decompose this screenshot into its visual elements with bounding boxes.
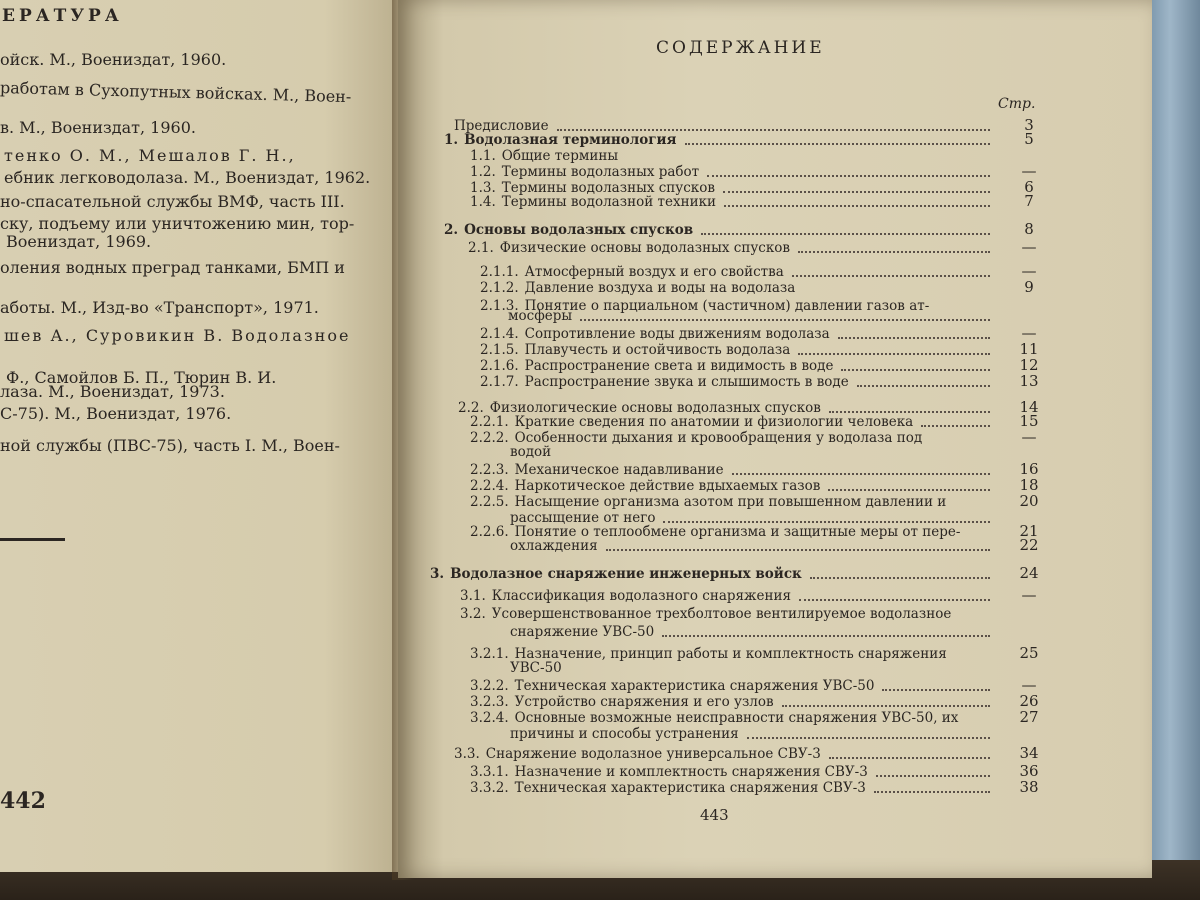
dot-leader [829,403,990,413]
toc-entry-page: — [1021,428,1037,446]
dot-leader [874,783,990,793]
toc-entry [480,326,998,342]
toc-entry-title: причины и способы устранения [510,726,739,742]
dot-leader [841,361,990,371]
toc-entry [460,606,951,622]
left-page-heading: ЕРАТУРА [2,6,123,26]
toc-entry [480,342,998,358]
dot-leader [747,729,990,739]
dot-leader [857,377,990,387]
dot-leader [782,697,990,707]
reference-line: аботы. М., Изд-во «Транспорт», 1971. [0,298,319,317]
toc-entry-page: 34 [1019,744,1039,762]
reference-line: оления водных преград танками, БМП и [0,258,345,277]
toc-entry-page: 18 [1019,476,1039,494]
reference-line: ной службы (ПВС-75), часть I. М., Воен- [0,436,340,455]
toc-entry [470,764,998,780]
toc-entry-page: — [1021,586,1037,604]
toc-entry-page: 36 [1019,762,1039,780]
toc-entry-page: 24 [1019,564,1039,582]
toc-entry-page: 5 [1024,130,1034,148]
dot-leader [662,627,990,637]
dot-leader [707,167,990,177]
toc-entry [480,264,998,280]
toc-entry-title: Атмосферный воздух и его свойства [524,264,784,280]
toc-entry-title: Классификация водолазного снаряжения [491,588,791,604]
toc-entry-number: 2.1.7. [480,374,519,390]
toc-entry-number: 2.1.3. [480,298,519,314]
toc-entry-number: 2.1. [468,240,494,256]
reference-line: тенко О. М., Мешалов Г. Н., [4,146,296,165]
toc-entry-number: 1. [444,132,459,148]
toc-entry [510,660,562,676]
toc-entry-title: Основные возможные неисправности снаряжения УВС-50, их [514,710,959,726]
dot-leader [882,681,990,691]
right-page [398,0,1152,878]
toc-entry-number: 2.1.5. [480,342,519,358]
dot-leader [701,225,990,235]
toc-entry-number: 2.2.3. [470,462,509,478]
left-page-number: 442 [0,788,46,814]
toc-entry-title: УВС-50 [510,660,562,676]
toc-entry [470,694,998,710]
toc-entry-title: Давление воздуха и воды на водолаза [524,280,796,296]
toc-entry-page: 27 [1019,708,1039,726]
blue-cloth-background [1150,0,1200,900]
dot-leader [685,135,991,145]
dot-leader [876,767,990,777]
toc-entry-title: Особенности дыхания и кровообращения у водолаза под [514,430,923,446]
toc-entry-number: 2.1.2. [480,280,519,296]
section-rule [0,538,65,541]
toc-entry-page: 22 [1019,536,1039,554]
toc-entry-page: — [1021,324,1037,342]
toc-entry-title: Краткие сведения по анатомии и физиологии человека [514,414,914,430]
toc-entry-page: 38 [1019,778,1039,796]
toc-entry-title: Сопротивление воды движениям водолаза [524,326,830,342]
page-column-label: Стр. [998,96,1036,112]
toc-entry-number: 3.2. [460,606,486,622]
dot-leader [606,541,990,551]
toc-entry [480,358,998,374]
contents-title: СОДЕРЖАНИЕ [656,38,825,58]
toc-entry-number: 1.2. [470,164,496,180]
toc-entry-number: 2.1.1. [480,264,519,280]
toc-entry-page: 26 [1019,692,1039,710]
toc-entry-page: 20 [1019,492,1039,510]
toc-entry [468,240,998,256]
toc-entry-number: 3.2.4. [470,710,509,726]
reference-line: ебник легководолаза. М., Воениздат, 1962. [4,168,371,187]
toc-entry [470,164,998,180]
reference-line: ску, подъему или уничтожению мин, тор- [0,214,355,233]
toc-entry-page: 7 [1024,192,1034,210]
dot-leader [921,417,990,427]
toc-entry [470,478,998,494]
toc-entry-page: 9 [1024,278,1034,296]
reference-line: но-спасательной службы ВМФ, часть III. [0,192,345,211]
toc-entry-page: 13 [1019,372,1039,390]
toc-entry [480,280,795,296]
toc-entry-number: 2.1.4. [480,326,519,342]
reference-line: шев А., Суровикин В. Водолазное [4,326,351,345]
toc-entry-title: Понятие о теплообмене организма и защитные меры от пере- [514,524,961,540]
toc-entry-title: охлаждения [510,538,598,554]
toc-entry-page: 11 [1019,340,1039,358]
dot-leader [829,749,990,759]
toc-entry-title: Назначение, принцип работы и комплектность снаряжения [514,646,947,662]
toc-entry-page: 8 [1024,220,1034,238]
dot-leader [663,513,990,523]
toc-entry-title: Снаряжение водолазное универсальное СВУ-3 [485,746,821,762]
toc-entry-page: — [1021,262,1037,280]
toc-entry-title: Техническая характеристика снаряжения СВУ-3 [514,780,866,796]
toc-entry-title: Механическое надавливание [514,462,724,478]
toc-entry-title: Водолазная терминология [464,132,677,148]
dot-leader [732,465,990,475]
toc-entry-number: 2.2.4. [470,478,509,494]
reference-line: в. М., Воениздат, 1960. [0,118,196,137]
toc-entry-page: 6 [1024,178,1034,196]
toc-entry-number: 3.1. [460,588,486,604]
toc-entry-number: 3.3. [454,746,480,762]
toc-entry-page: — [1021,676,1037,694]
toc-entry-title: Техническая характеристика снаряжения УВС-50 [514,678,875,694]
toc-entry [510,726,998,742]
toc-entry [480,374,998,390]
toc-entry-number: 2.2.6. [470,524,509,540]
dot-leader [580,311,990,321]
toc-entry-number: 2.1.6. [480,358,519,374]
toc-entry-title: Насыщение организма азотом при повышенном давлении и [514,494,947,510]
reference-line: Ф., Самойлов Б. П., Тюрин В. И. [6,368,277,387]
toc-entry-title: Водолазное снаряжение инженерных войск [450,566,802,582]
toc-entry-page: 21 [1019,522,1039,540]
dot-leader [723,183,990,193]
toc-entry-title: водой [510,444,552,460]
left-page [0,0,405,872]
dot-leader [798,243,990,253]
reference-line: С-75). М., Воениздат, 1976. [0,404,232,423]
toc-entry [470,194,998,210]
toc-entry-title: снаряжение УВС-50 [510,624,655,640]
toc-entry-number: 2.2.5. [470,494,509,510]
toc-entry-title: Термины водолазных работ [501,164,700,180]
toc-entry [470,148,618,164]
toc-entry-page: 16 [1019,460,1039,478]
toc-entry-number: 1.3. [470,180,496,196]
toc-entry-number: 2.2. [458,400,484,416]
toc-entry-page: — [1021,238,1037,256]
toc-entry-page: 15 [1019,412,1039,430]
toc-entry-number: 1.4. [470,194,496,210]
toc-entry-number: 2. [444,222,459,238]
right-page-number: 443 [700,806,729,824]
dot-leader [838,329,990,339]
dot-leader [798,345,990,355]
toc-entry-title: Физические основы водолазных спусков [499,240,791,256]
dot-leader [810,569,990,579]
toc-entry-title: Общие термины [501,148,619,164]
toc-entry-title: Физиологические основы водолазных спусков [489,400,821,416]
toc-entry-page: 12 [1019,356,1039,374]
toc-entry-title: Плавучесть и остойчивость водолаза [524,342,791,358]
toc-entry-number: 3. [430,566,445,582]
toc-entry-number: 1.1. [470,148,496,164]
toc-entry [508,308,998,324]
toc-entry-number: 2.2.2. [470,430,509,446]
toc-entry [454,746,998,762]
toc-entry-number: 2.2.1. [470,414,509,430]
toc-entry-number: 3.2.2. [470,678,509,694]
toc-entry-title: Наркотическое действие вдыхаемых газов [514,478,821,494]
toc-entry-number: 3.2.1. [470,646,509,662]
toc-entry-title: Распространение звука и слышимость в воде [524,374,849,390]
dot-leader [792,267,990,277]
toc-entry-number: 3.3.1. [470,764,509,780]
toc-entry [430,566,998,582]
toc-entry [510,538,998,554]
toc-entry-title: Основы водолазных спусков [464,222,694,238]
dot-leader [557,121,990,131]
toc-entry-page: 3 [1024,116,1034,134]
toc-entry-title: Предисловие [454,118,549,134]
toc-entry [470,414,998,430]
toc-entry-page: 25 [1019,644,1039,662]
dot-leader [828,481,990,491]
toc-entry [460,588,998,604]
toc-entry [444,132,998,148]
toc-entry-title: рассыщение от него [510,510,656,526]
toc-entry [470,710,958,726]
toc-entry [470,462,998,478]
toc-entry [470,780,998,796]
dot-leader [799,591,990,601]
toc-entry-title: Понятие о парциальном (частичном) давлении газов ат- [524,298,930,314]
reference-line: Воениздат, 1969. [6,232,152,251]
toc-entry-title: Назначение и комплектность снаряжения СВУ-3 [514,764,868,780]
toc-entry-title: Распространение света и видимость в воде [524,358,834,374]
toc-entry-number: 3.2.3. [470,694,509,710]
reference-line: ойск. М., Воениздат, 1960. [0,50,227,69]
toc-entry-page: 14 [1019,398,1039,416]
reference-line: работам в Сухопутных войсках. М., Воен- [0,78,352,107]
toc-entry [444,222,998,238]
toc-entry-page: — [1021,162,1037,180]
dot-leader [724,197,990,207]
toc-entry-title: мосферы [508,308,573,324]
toc-entry [470,494,946,510]
toc-entry-title: Термины водолазной техники [501,194,717,210]
toc-entry [510,624,998,640]
toc-entry-title: Термины водолазных спусков [501,180,715,196]
toc-entry [510,444,551,460]
toc-entry [470,678,998,694]
reference-line: лаза. М., Воениздат, 1973. [0,382,225,401]
toc-entry-title: Устройство снаряжения и его узлов [514,694,774,710]
toc-entry-number: 3.3.2. [470,780,509,796]
toc-entry-title: Усовершенствованное трехболтовое вентилируемое водолазное [491,606,952,622]
